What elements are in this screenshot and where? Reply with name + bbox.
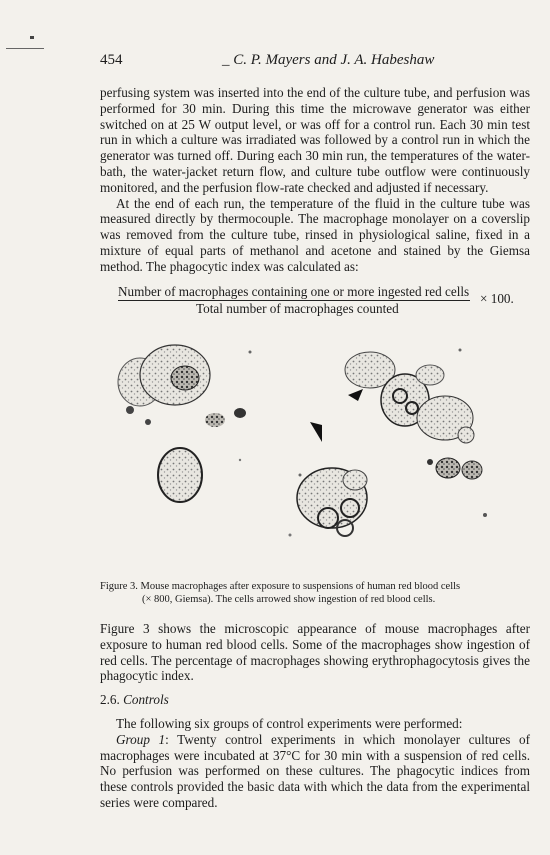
debris	[459, 349, 462, 352]
debris	[427, 459, 433, 465]
debris	[126, 406, 134, 414]
paragraph-perfusion: perfusing system was inserted into the end of the culture tube, and perfusion was performed for 30 min. During this time the microwave generator was either switched on at 25 W output level, or was off for a control run. Each 30 min test run in which a culture was irradiated was followed by a control run in which the generator was turned off. During each 30 min run, the temperatures of the water-bath, the water-jacket return flow, and culture tube outflow were continuously monitored, and the perfusion flow-rate checked and adjusted if necessary.	[100, 85, 530, 195]
arrow-indicator	[310, 422, 322, 442]
page-number: 454	[100, 52, 123, 68]
micrograph-image	[100, 330, 530, 575]
cell-nucleus	[171, 366, 199, 390]
red-cell-clump	[205, 413, 225, 427]
paragraph-phagocytic-method: At the end of each run, the temperature of the fluid in the culture tube was measured directly by thermocouple. The macrophage monolayer on a coverslip was removed from the culture tube, rinsed in physiological saline, fixed in a mixture of equal parts of methanol and acetone and stained by the Giemsa method. The phagocytic index was calculated as:	[100, 195, 530, 274]
macrophage-cell	[458, 427, 474, 443]
debris	[145, 419, 151, 425]
section-title: Controls	[123, 692, 169, 707]
red-cell-clump	[462, 461, 482, 479]
group-label: Group 1	[116, 731, 166, 747]
running-head-authors: _ C. P. Mayers and J. A. Habeshaw	[222, 52, 435, 68]
margin-mark	[6, 48, 44, 49]
debris	[299, 474, 302, 477]
formula-numerator: Number of macrophages containing one or more ingested red cells	[118, 284, 470, 299]
debris	[289, 534, 292, 537]
formula-denominator: Total number of macrophages counted	[196, 301, 399, 316]
section-heading	[100, 692, 169, 708]
body-text-top	[100, 85, 530, 275]
arrow-indicator	[348, 389, 363, 401]
body-text-bottom	[100, 716, 530, 811]
margin-mark	[30, 36, 34, 39]
macrophage-cell	[343, 470, 367, 490]
phagocytic-index-formula	[118, 284, 538, 320]
formula-multiplier: × 100.	[480, 291, 514, 306]
body-text-middle	[100, 621, 530, 684]
paragraph-control-groups: The following six groups of control experiments were performed:	[116, 716, 463, 731]
macrophage-cell	[158, 448, 202, 502]
red-cell-clump	[436, 458, 460, 478]
caption-line-2: (× 800, Giemsa). The cells arrowed show ingestion of red blood cells.	[142, 594, 436, 605]
group-text: : Twenty control experiments in which monolayer cultures of macrophages were incubated at 37°C for 30 min with a suspension of red cells. No perfusion was performed on these cultures. The phagocytic indices from these controls provided the basic data with which the data from the experimental series were compared.	[100, 731, 530, 810]
section-number: 2.6.	[100, 692, 120, 707]
figure-3-micrograph	[100, 330, 530, 575]
debris	[483, 513, 487, 517]
paragraph-group-1	[100, 732, 530, 811]
paragraph-figure-description: Figure 3 shows the microscopic appearance of mouse macrophages after exposure to human red blood cells. Some of the macrophages show ingestion of red cells. The percentage of macrophages showing erythrophagocytosis gives the phagocytic index.	[100, 621, 530, 684]
caption-line-1: Figure 3. Mouse macrophages after exposure to suspensions of human red blood cells	[100, 581, 461, 592]
red-cell-clump	[234, 408, 246, 418]
macrophage-cell	[416, 365, 444, 385]
figure-caption	[100, 580, 530, 606]
debris	[249, 351, 252, 354]
debris	[239, 459, 241, 461]
page-header	[100, 52, 530, 74]
